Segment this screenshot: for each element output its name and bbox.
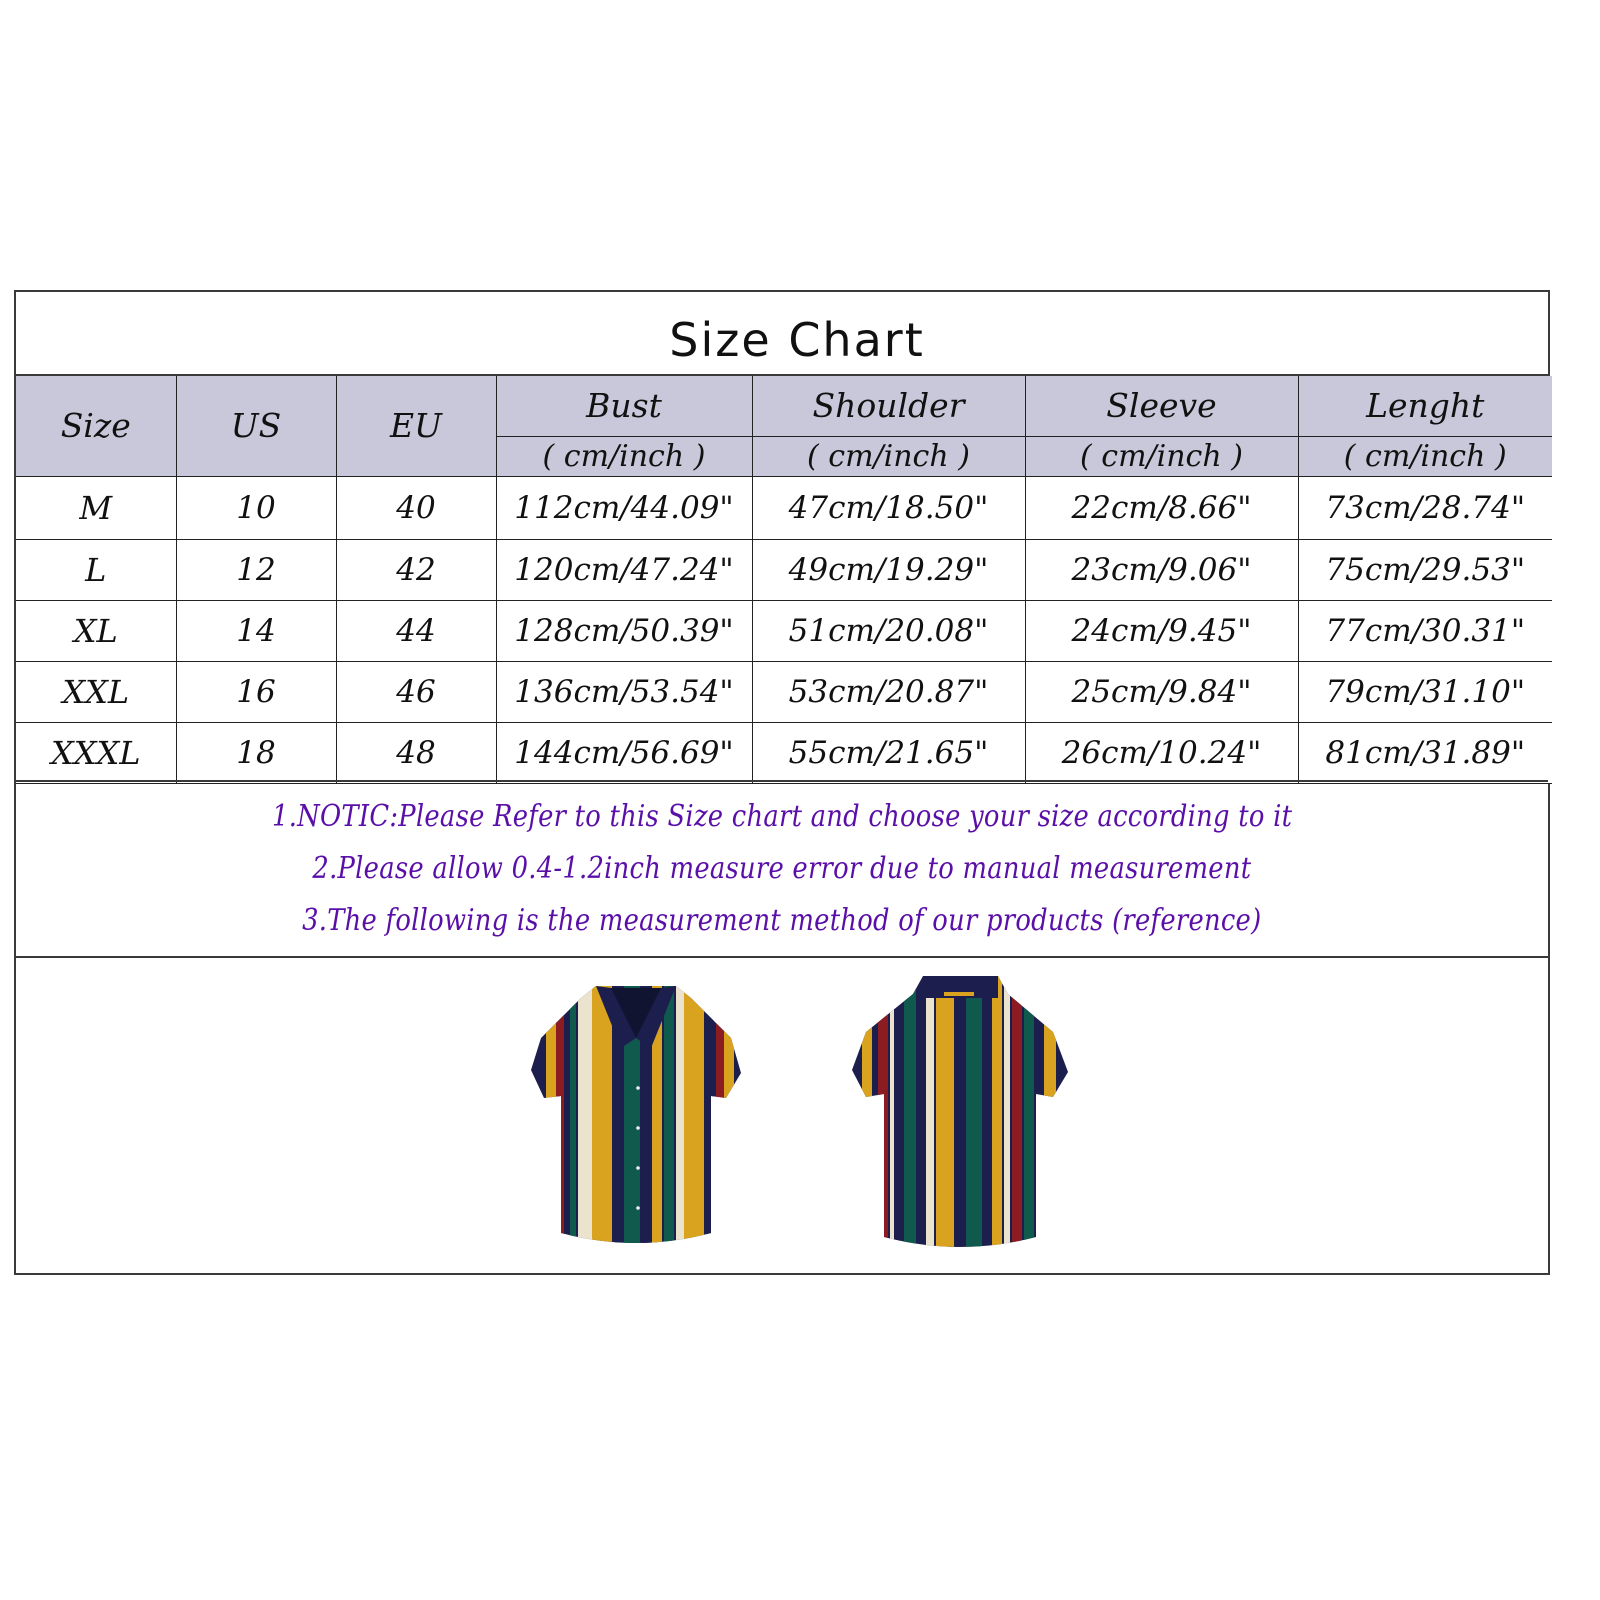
- header-size: Size: [16, 376, 176, 476]
- cell-us: 12: [176, 539, 336, 600]
- cell-sleeve: 26cm/10.24": [1025, 722, 1298, 783]
- cell-shoulder: 49cm/19.29": [752, 539, 1025, 600]
- header-length-unit: ( cm/inch ): [1298, 436, 1552, 476]
- cell-size: XXL: [16, 661, 176, 722]
- header-us: US: [176, 376, 336, 476]
- cell-shoulder: 55cm/21.65": [752, 722, 1025, 783]
- cell-bust: 128cm/50.39": [496, 600, 752, 661]
- shirt-front-image: [526, 978, 746, 1248]
- cell-length: 75cm/29.53": [1298, 539, 1552, 600]
- header-sleeve: Sleeve: [1025, 376, 1298, 436]
- title-row: [16, 292, 1548, 376]
- header-sleeve-unit: ( cm/inch ): [1025, 436, 1298, 476]
- note-2: 2.Please allow 0.4-1.2inch measure error due to manual measurement: [312, 851, 1252, 886]
- cell-eu: 40: [336, 476, 496, 539]
- size-table: [16, 376, 1552, 784]
- cell-sleeve: 24cm/9.45": [1025, 600, 1298, 661]
- cell-sleeve: 22cm/8.66": [1025, 476, 1298, 539]
- cell-bust: 120cm/47.24": [496, 539, 752, 600]
- cell-length: 77cm/30.31": [1298, 600, 1552, 661]
- notes-section: [16, 780, 1548, 958]
- cell-size: XXXL: [16, 722, 176, 783]
- cell-eu: 48: [336, 722, 496, 783]
- cell-sleeve: 23cm/9.06": [1025, 539, 1298, 600]
- shirt-back-image: [848, 972, 1073, 1252]
- table-row: [16, 661, 1552, 722]
- header-bust-unit: ( cm/inch ): [496, 436, 752, 476]
- cell-us: 16: [176, 661, 336, 722]
- cell-sleeve: 25cm/9.84": [1025, 661, 1298, 722]
- cell-size: L: [16, 539, 176, 600]
- cell-length: 81cm/31.89": [1298, 722, 1552, 783]
- cell-eu: 44: [336, 600, 496, 661]
- cell-shoulder: 47cm/18.50": [752, 476, 1025, 539]
- table-row: [16, 476, 1552, 539]
- cell-shoulder: 51cm/20.08": [752, 600, 1025, 661]
- header-shoulder: Shoulder: [752, 376, 1025, 436]
- cell-us: 10: [176, 476, 336, 539]
- cell-shoulder: 53cm/20.87": [752, 661, 1025, 722]
- table-row: [16, 600, 1552, 661]
- cell-length: 73cm/28.74": [1298, 476, 1552, 539]
- product-images: [16, 958, 1548, 1273]
- cell-bust: 112cm/44.09": [496, 476, 752, 539]
- table-row: [16, 722, 1552, 783]
- size-chart-frame: [14, 290, 1550, 1275]
- cell-eu: 42: [336, 539, 496, 600]
- header-bust: Bust: [496, 376, 752, 436]
- header-shoulder-unit: ( cm/inch ): [752, 436, 1025, 476]
- note-3: 3.The following is the measurement method of our products (reference): [302, 903, 1262, 938]
- header-length: Lenght: [1298, 376, 1552, 436]
- page-title: Size Chart: [669, 313, 925, 367]
- cell-length: 79cm/31.10": [1298, 661, 1552, 722]
- note-1: 1.NOTIC:Please Refer to this Size chart and choose your size according to it: [271, 799, 1293, 834]
- cell-us: 14: [176, 600, 336, 661]
- cell-eu: 46: [336, 661, 496, 722]
- cell-bust: 144cm/56.69": [496, 722, 752, 783]
- header-eu: EU: [336, 376, 496, 476]
- cell-size: M: [16, 476, 176, 539]
- cell-us: 18: [176, 722, 336, 783]
- table-row: [16, 539, 1552, 600]
- cell-size: XL: [16, 600, 176, 661]
- cell-bust: 136cm/53.54": [496, 661, 752, 722]
